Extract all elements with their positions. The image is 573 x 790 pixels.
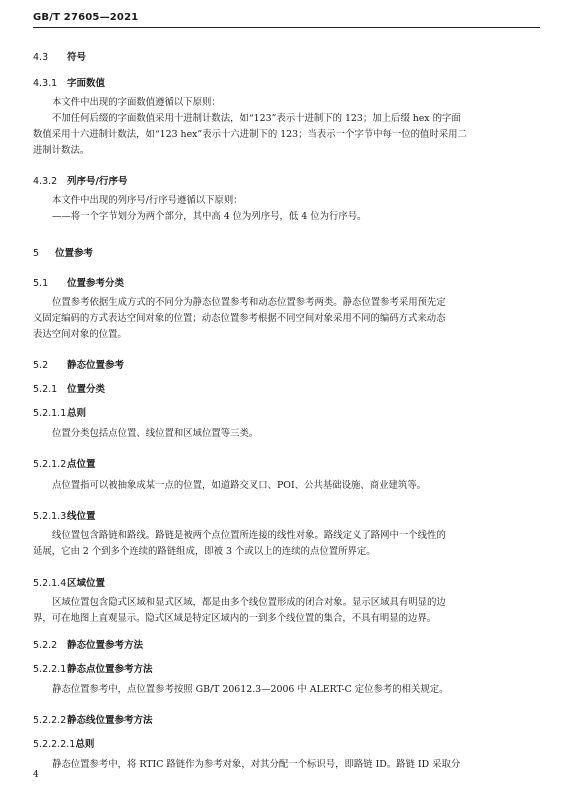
section-title: 线位置 <box>67 511 96 522</box>
section-heading <box>33 357 124 371</box>
paragraph-line: 数值采用十六进制计数法，如“123 hex”表示十六进制下的 123；当表示一个字节中每一位的值时采用二 <box>33 129 467 140</box>
paragraph-line: ——将一个字节划分为两个部分，其中高 4 位为列序号，低 4 位为行序号。 <box>52 211 367 222</box>
section-heading <box>33 456 96 470</box>
section-number: 5 <box>33 248 40 259</box>
paragraph-line: 义固定编码的方式表达空间对象的位置；动态位置参考根据不同空间对象采用不同的编码方式来动态 <box>33 313 446 324</box>
paragraph-line: 线位置包含路链和路线。路链是被两个点位置所连接的线性对象。路线定义了路网中一个线性的 <box>52 530 446 541</box>
section-title: 静态位置参考 <box>67 360 125 371</box>
paragraph <box>33 682 543 698</box>
section-title: 位置参考 <box>55 248 94 259</box>
document-code: GB/T 27605—2021 <box>33 12 139 23</box>
section-heading <box>33 736 94 750</box>
paragraph-line: 不加任何后缀的字面数值采用十进制计数法，如“123”表示十进制下的 123；加上后缀 hex 的字面 <box>52 113 461 124</box>
paragraph-line: 点位置指可以被抽象成某一点的位置，如道路交叉口、POI、公共基础设施、商业建筑等。 <box>52 480 426 491</box>
section-heading <box>33 275 124 289</box>
section-title: 列序号/行序号 <box>67 176 128 187</box>
section-number: 5.2.2.2.1 <box>33 739 76 750</box>
section-title: 总则 <box>75 739 95 750</box>
section-number: 5.1 <box>33 278 49 289</box>
section-title: 位置参考分类 <box>67 278 125 289</box>
section-heading <box>33 508 96 522</box>
paragraph-line: 界，可在地图上直观显示。隐式区域是特定区域内的一到多个线位置的集合，不具有明显的边界。 <box>33 613 437 624</box>
section-number: 5.2.2.2 <box>33 715 67 726</box>
section-heading <box>33 712 153 726</box>
section-number: 4.3.1 <box>33 78 58 89</box>
section-heading <box>33 637 143 651</box>
paragraph-line: 位置分类包括点位置、线位置和区域位置等三类。 <box>52 428 259 439</box>
section-title: 位置分类 <box>67 384 106 395</box>
paragraph-line: 表达空间对象的位置。 <box>33 329 127 340</box>
section-number: 4.3.2 <box>33 176 58 187</box>
section-heading <box>33 173 127 187</box>
section-number: 5.2.1 <box>33 384 58 395</box>
section-title: 字面数值 <box>67 78 106 89</box>
paragraph-line: 静态位置参考中，点位置参考按照 GB/T 20612.3—2006 中 ALERT-C 定位参考的相关规定。 <box>52 684 449 695</box>
section-title: 区域位置 <box>67 578 106 589</box>
section-number: 4.3 <box>33 52 49 63</box>
section-number: 5.2.1.1 <box>33 408 67 419</box>
section-heading <box>33 75 105 89</box>
section-heading <box>33 405 86 419</box>
paragraph <box>33 757 543 773</box>
section-title: 静态位置参考方法 <box>67 640 144 651</box>
section-heading <box>33 49 86 63</box>
page-number: 4 <box>33 770 39 780</box>
paragraph-line: 本文件中出现的列序号/行序号遵循以下原则： <box>52 195 243 206</box>
paragraph-line: 静态位置参考中，将 RTIC 路链作为参考对象，对其分配一个标识号，即路链 ID。路链 ID 采取分 <box>52 759 461 770</box>
section-number: 5.2.1.4 <box>33 578 67 589</box>
section-number: 5.2.1.2 <box>33 459 67 470</box>
section-heading <box>33 381 105 395</box>
section-number: 5.2.2.1 <box>33 664 67 675</box>
paragraph-line: 位置参考依据生成方式的不同分为静态位置参考和动态位置参考两类。静态位置参考采用预先定 <box>52 297 446 308</box>
section-number: 5.2.2 <box>33 640 58 651</box>
paragraph <box>33 193 543 225</box>
section-heading <box>33 575 105 589</box>
paragraph-line: 本文件中出现的字面数值遵循以下原则： <box>52 97 221 108</box>
paragraph-line: 进制计数法。 <box>33 145 90 156</box>
paragraph <box>33 595 543 627</box>
section-title: 总则 <box>67 408 87 419</box>
section-number: 5.2 <box>33 360 49 371</box>
section-title: 静态点位置参考方法 <box>67 664 153 675</box>
section-heading <box>33 661 153 675</box>
paragraph <box>33 528 543 560</box>
section-title: 点位置 <box>67 459 96 470</box>
paragraph <box>33 295 543 343</box>
paragraph <box>33 478 543 494</box>
header-rule <box>33 27 540 28</box>
section-title: 符号 <box>67 52 87 63</box>
paragraph-line: 延展，它由 2 个到多个连续的路链组成，即被 3 个或以上的连续的点位置所界定。 <box>33 546 376 557</box>
paragraph <box>33 95 543 159</box>
paragraph <box>33 426 543 442</box>
paragraph-line: 区域位置包含隐式区域和显式区域，都是由多个线位置形成的闭合对象。显示区域具有明显的边 <box>52 597 446 608</box>
section-heading <box>33 245 93 259</box>
section-number: 5.2.1.3 <box>33 511 67 522</box>
section-title: 静态线位置参考方法 <box>67 715 153 726</box>
